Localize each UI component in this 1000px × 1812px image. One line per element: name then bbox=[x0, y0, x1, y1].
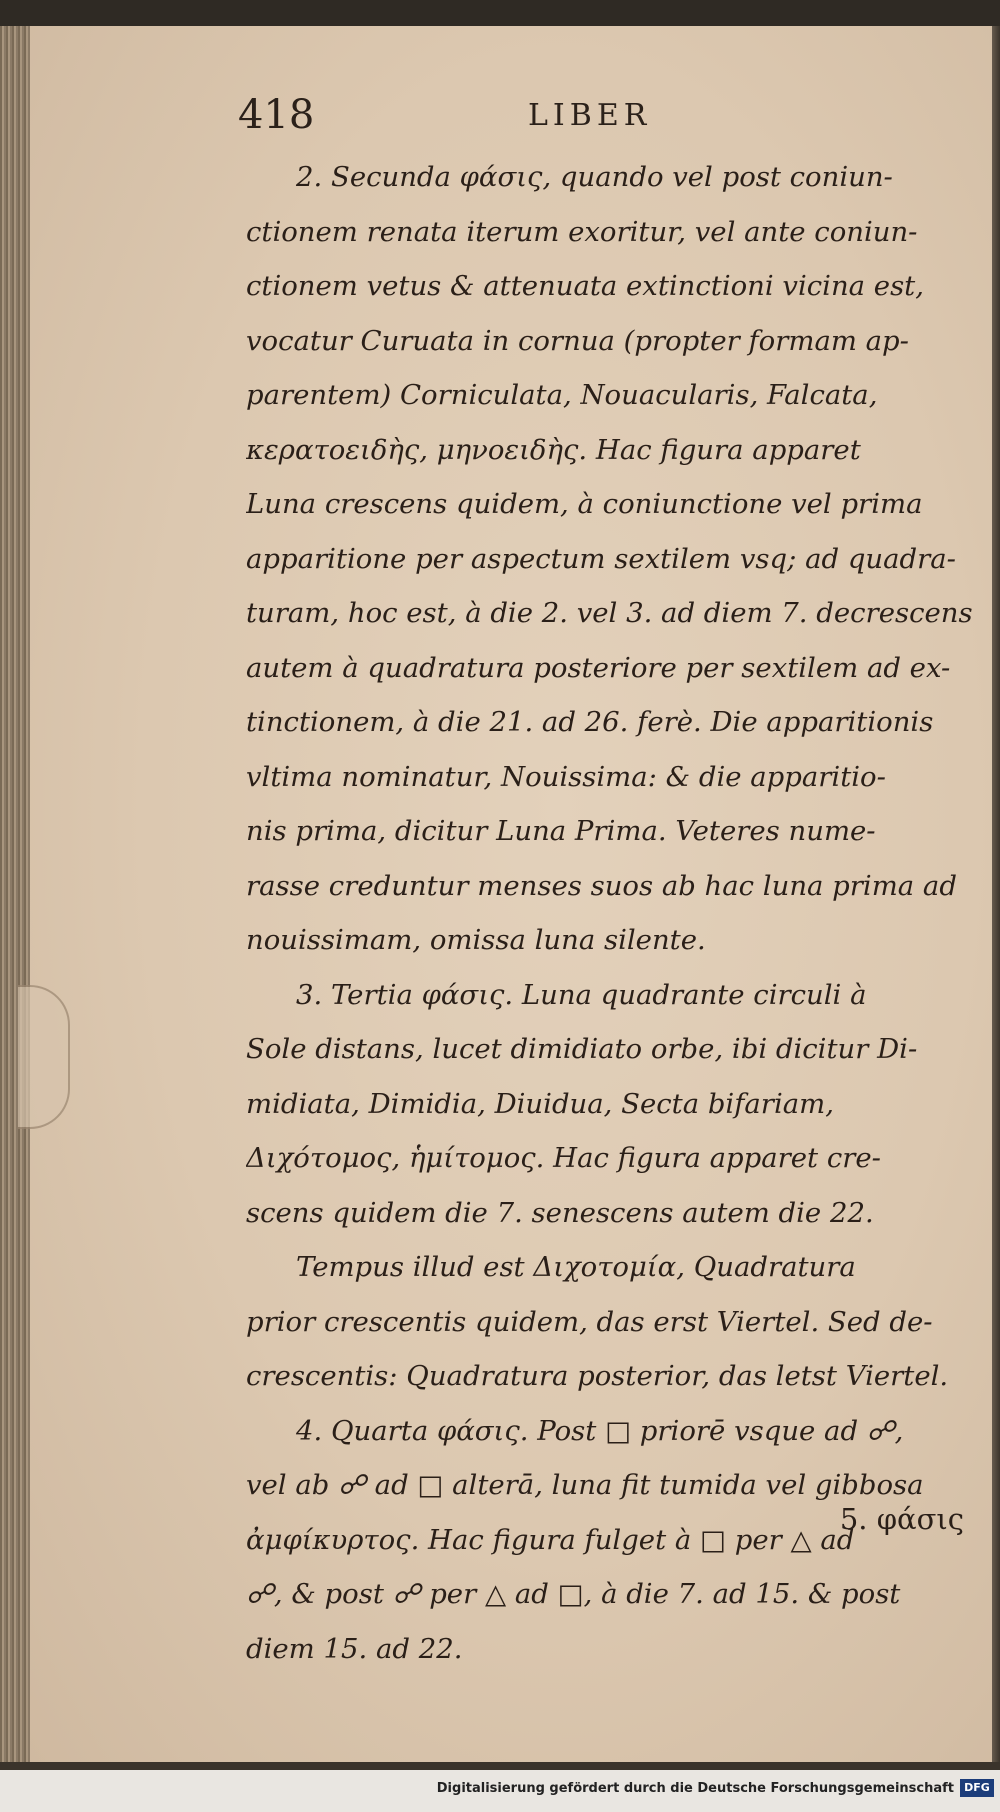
text-line: nis prima, dicitur Luna Prima. Veteres nume- bbox=[246, 815, 876, 847]
text-line: diem 15. ad 22. bbox=[246, 1632, 463, 1665]
text-line: apparitione per aspectum sextilem vsq; ad quadra- bbox=[246, 542, 956, 575]
text-line: ☍, & post ☍ per △ ad □, à die 7. ad 15. & post bbox=[246, 1578, 901, 1610]
text-line: turam, hoc est, à die 2. vel 3. ad diem 7. decrescens bbox=[246, 597, 973, 629]
text-line: rasse creduntur menses suos ab hac luna prima ad bbox=[246, 869, 957, 902]
text-line: vocatur Curuata in cornua (propter formam ap- bbox=[246, 324, 909, 357]
text-line: midiata, Dimidia, Diuidua, Secta bifariam, bbox=[246, 1087, 834, 1120]
book-spine-edge bbox=[0, 26, 30, 1762]
text-line: Tempus illud est Διχοτομία, Quadratura bbox=[296, 1251, 856, 1283]
text-line: 2. Secunda φάσις, quando vel post coniun- bbox=[296, 161, 893, 193]
page-clasp-shadow bbox=[18, 985, 70, 1129]
body-text bbox=[246, 150, 986, 1676]
catchword: 5. φάσις bbox=[839, 1502, 964, 1536]
text-line: vel ab ☍ ad □ alterā, luna fit tumida vel gibbosa bbox=[246, 1469, 924, 1501]
page-number: 418 bbox=[238, 92, 315, 138]
text-line: ctionem renata iterum exoritur, vel ante coniun- bbox=[246, 215, 918, 248]
text-line: vltima nominatur, Nouissima: & die apparitio- bbox=[246, 760, 886, 793]
text-line: Διχότομος, ἡμίτομος. Hac figura apparet cre- bbox=[246, 1142, 881, 1174]
text-line: Sole distans, lucet dimidiato orbe, ibi dicitur Di- bbox=[246, 1033, 918, 1065]
text-line: prior crescentis quidem, das erst Viertel. Sed de- bbox=[246, 1305, 933, 1338]
text-line: 4. Quarta φάσις. Post □ priorē vsque ad ☍, bbox=[296, 1414, 904, 1447]
scan-top-edge bbox=[0, 0, 1000, 26]
text-line: ἀμφίκυρτος. Hac figura fulget à □ per △ ad bbox=[246, 1523, 855, 1556]
text-line: autem à quadratura posteriore per sextilem ad ex- bbox=[246, 651, 951, 684]
credit-text: Digitalisierung gefördert durch die Deutsche Forschungsgemeinschaft bbox=[436, 1780, 954, 1796]
page-header bbox=[238, 92, 998, 152]
text-line: nouissimam, omissa luna silente. bbox=[246, 924, 706, 956]
running-head: LIBER bbox=[528, 98, 652, 133]
text-line: scens quidem die 7. senescens autem die 22. bbox=[246, 1196, 874, 1229]
text-line: parentem) Corniculata, Nouacularis, Falcata, bbox=[246, 379, 878, 411]
text-line: κερατοειδὴς, μηνοειδὴς. Hac figura apparet bbox=[246, 433, 861, 466]
digitization-credit bbox=[437, 1779, 994, 1797]
text-line: tinctionem, à die 21. ad 26. ferè. Die apparitionis bbox=[246, 706, 934, 738]
dfg-logo-icon: DFG bbox=[960, 1779, 994, 1797]
text-line: crescentis: Quadratura posterior, das letst Viertel. bbox=[246, 1360, 949, 1392]
text-line: ctionem vetus & attenuata extinctioni vicina est, bbox=[246, 270, 924, 302]
text-line: 3. Tertia φάσις. Luna quadrante circuli à bbox=[296, 978, 867, 1011]
text-line: Luna crescens quidem, à coniunctione vel prima bbox=[246, 488, 923, 520]
